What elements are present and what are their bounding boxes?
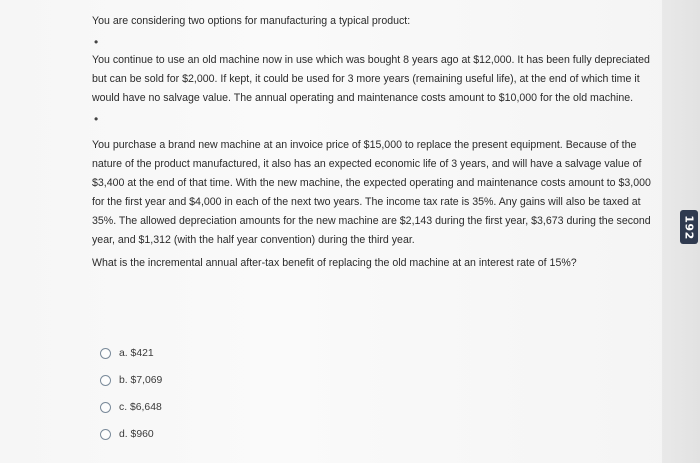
question-intro: You are considering two options for manufacturing a typical product:	[92, 15, 411, 27]
bullet-marker-1: •	[94, 35, 99, 49]
page-number-badge	[680, 210, 698, 244]
radio-button-icon[interactable]	[100, 348, 111, 359]
question-prompt: What is the incremental annual after-tax benefit of replacing the old machine at an interest rate of 15%?	[92, 257, 577, 269]
radio-button-icon[interactable]	[100, 375, 111, 386]
bullet-marker-2: •	[94, 112, 99, 126]
answer-choices	[100, 344, 400, 452]
option-old-machine-text: You continue to use an old machine now in use which was bought 8 years ago at $12,000. It has been fully depreciated but can be sold for $2,000. If kept, it could be used for 3 more years (remaining useful life), at the end of which time it would have no salvage value. The annual operating and maintenance costs amount to $10,000 for the old machine.	[92, 54, 650, 104]
choice-d[interactable]	[100, 425, 400, 443]
choice-a[interactable]	[100, 344, 400, 362]
radio-button-icon[interactable]	[100, 402, 111, 413]
choice-label: b. $7,069	[119, 374, 163, 386]
choice-label: a. $421	[119, 347, 154, 359]
choice-c[interactable]	[100, 398, 400, 416]
page-number-text: 192	[682, 214, 696, 240]
question-body	[92, 12, 656, 273]
choice-label: c. $6,648	[119, 401, 162, 413]
radio-button-icon[interactable]	[100, 429, 111, 440]
option-new-machine-text: You purchase a brand new machine at an invoice price of $15,000 to replace the present equipment. Because of the nature of the product manufactured, it also has an expected economic life of 3 years, and will have a salvage value of $3,400 at the end of that time. With the new machine, the expected operating and maintenance costs amount to $3,000 for the first year and $4,000 in each of the next two years. The income tax rate is 35%. Any gains will also be taxed at 35%. The allowed depreciation amounts for the new machine are $2,143 during the first year, $3,673 during the second year, and $1,312 (with the half year convention) during the third year.	[92, 139, 651, 246]
choice-b[interactable]	[100, 371, 400, 389]
choice-label: d. $960	[119, 428, 154, 440]
